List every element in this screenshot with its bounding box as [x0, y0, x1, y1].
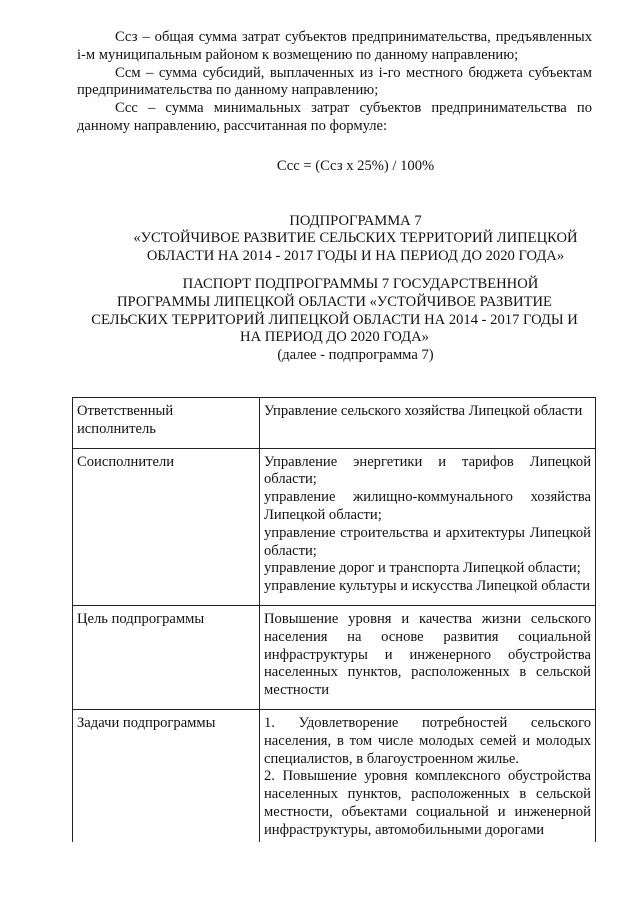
passport-subtitle: (далее - подпрограмма 7) [277, 347, 434, 364]
row-value-line: управление жилищно-коммунального хозяйства Липецкой области; [264, 489, 591, 523]
row-value-line: Управление сельского хозяйства Липецкой области [264, 403, 583, 419]
row-value [260, 398, 596, 449]
row-value [260, 605, 596, 709]
row-value-line: управление культуры и искусства Липецкой области [264, 578, 591, 595]
row-value-line: 2. Повышение уровня комплексного обустройства населенных пунктов, расположенных в сельской местности, объектами социальной и инженерной инфраструктуры, автомобильными дорогами [264, 768, 591, 838]
passport-title-line: СЕЛЬСКИХ ТЕРРИТОРИЙ ЛИПЕЦКОЙ ОБЛАСТИ НА 2014 - 2017 ГОДЫ И [91, 311, 578, 328]
row-value-line: Управление энергетики и тарифов Липецкой области; [264, 453, 591, 488]
table-row [73, 709, 596, 841]
row-value [260, 709, 596, 841]
row-label: Ответственный исполнитель [73, 398, 260, 449]
row-label: Соисполнители [73, 448, 260, 605]
subprogram-title-line: «УСТОЙЧИВОЕ РАЗВИТИЕ СЕЛЬСКИХ ТЕРРИТОРИЙ ЛИПЕЦКОЙ [133, 230, 578, 247]
table-row [73, 605, 596, 709]
table-row [73, 448, 596, 605]
row-label: Цель подпрограммы [73, 605, 260, 709]
row-value [260, 448, 596, 605]
passport-table [72, 397, 596, 842]
table-row [73, 398, 596, 449]
document-page [77, 29, 592, 365]
paragraph-ssm: Ссм – сумма субсидий, выплаченных из i-го местного бюджета субъектам предпринимательства по данному направлению; [77, 64, 592, 99]
passport-heading [77, 276, 592, 365]
passport-title-line: НА ПЕРИОД ДО 2020 ГОДА» [240, 329, 429, 346]
subprogram-heading [77, 213, 592, 266]
row-value-line: 1. Удовлетворение потребностей сельского населения, в том числе молодых семей и молодых специалистов, в благоустроенном жилье. [264, 714, 591, 767]
row-label: Задачи подпрограммы [73, 709, 260, 841]
subprogram-title-line: ОБЛАСТИ НА 2014 - 2017 ГОДЫ И НА ПЕРИОД ДО 2020 ГОДА» [146, 248, 565, 265]
paragraph-ssz: Ссз – общая сумма затрат субъектов предпринимательства, предъявленных i-м муниципальным районом к возмещению по данному направлению; [77, 29, 592, 63]
row-value-line: управление дорог и транспорта Липецкой области; [264, 560, 581, 577]
passport-title-line: ПАСПОРТ ПОДПРОГРАММЫ 7 ГОСУДАРСТВЕННОЙ [182, 275, 539, 292]
passport-title-line: ПРОГРАММЫ ЛИПЕЦКОЙ ОБЛАСТИ «УСТОЙЧИВОЕ РАЗВИТИЕ [117, 293, 552, 310]
row-value-line: управление строительства и архитектуры Липецкой области; [264, 524, 591, 559]
paragraph-sss: Ссс – сумма минимальных затрат субъектов предпринимательства по данному направлению, рассчитанная по формуле: [77, 100, 592, 134]
subprogram-title-line: ПОДПРОГРАММА 7 [289, 212, 422, 229]
formula: Ссс = (Ссз х 25%) / 100% [276, 157, 435, 174]
row-value-line: Повышение уровня и качества жизни сельского населения на основе развития социальной инфраструктуры и инженерного обустройства населенных пунктов, расположенных в сельской местности [264, 610, 591, 699]
